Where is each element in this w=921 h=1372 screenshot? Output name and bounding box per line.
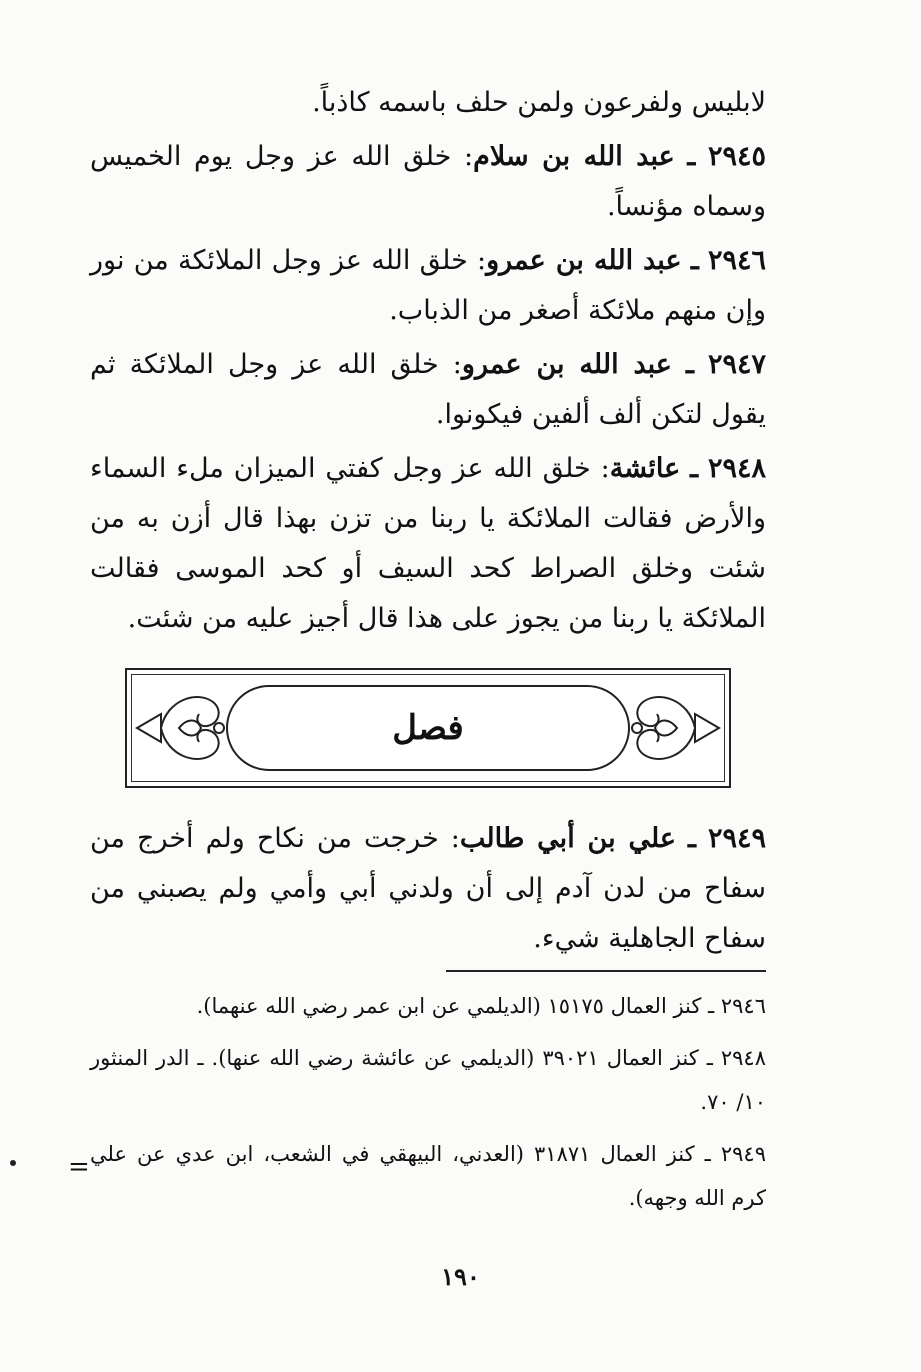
margin-mark: = [68,1152,90,1182]
footnote-2948: ٢٩٤٨ ـ كنز العمال ٣٩٠٢١ (الديلمي عن عائشة رضي الله عنها). ـ الدر المنثور ١٠/ ٧٠. [90,1046,766,1114]
footnote-divider [446,970,766,972]
dash-separator: ـ [686,349,694,380]
paragraph-continuation [90,78,766,128]
section-header-box [125,668,731,788]
section-title: فصل [392,708,464,748]
hadith-number: ٢٩٤٦ [708,245,767,276]
narrator-name: عبد الله بن سلام [473,141,675,172]
footnote-2949: ٢٩٤٩ ـ كنز العمال ٣١٨٧١ (العدني، البيهقي في الشعب، ابن عدي عن علي كرم الله وجهه). [90,1142,766,1210]
margin-dot [10,1160,16,1166]
footnote-2946: ٢٩٤٦ ـ كنز العمال ١٥١٧٥ (الديلمي عن ابن عمر رضي الله عنهما). [196,994,766,1018]
dash-separator: ـ [690,453,699,484]
hadith-number: ٢٩٤٩ [707,823,766,854]
hadith-text: خلق الله عز وجل كفتي الميزان ملء السماء والأرض فقالت الملائكة يا ربنا من تزن بهذا قال أزن به من شئت وخلق الصراط كحد السيف أو كحد الموسى فقالت الملائكة يا ربنا من يجوز على هذا قال أجيز عليه من شئت. [90,453,766,634]
hadith-2949: ٢٩٤٩ ـ علي بن أبي طالب: خرجت من نكاح ولم أخرج من سفاح من لدن آدم إلى أن ولدني أبي وأمي ولم يصبني من سفاح الجاهلية شيء. [90,823,766,954]
narrator-name: عائشة [609,453,681,484]
dash-separator: ـ [687,141,696,172]
hadith-text: خرجت من نكاح ولم أخرج من سفاح من لدن آدم إلى أن ولدني أبي وأمي ولم يصبني من سفاح الجاهلية شيء. [90,823,766,954]
hadith-2946: ٢٩٤٦ ـ عبد الله بن عمرو: خلق الله عز وجل الملائكة من نور وإن منهم ملائكة أصغر من الذباب. [90,245,767,326]
hadith-text: خلق الله عز وجل الملائكة ثم يقول لتكن ألف ألفين فيكونوا. [90,349,766,430]
hadith-number: ٢٩٤٨ [707,453,766,484]
paragraph-text: لابليس ولفرعون ولمن حلف باسمه كاذباً. [312,87,766,118]
page-body [90,78,766,1228]
hadith-2948: ٢٩٤٨ ـ عائشة: خلق الله عز وجل كفتي الميزان ملء السماء والأرض فقالت الملائكة يا ربنا من تزن بهذا قال أزن به من شئت وخلق الصراط كحد السيف أو كحد الموسى فقالت الملائكة يا ربنا من يجوز على هذا قال أجيز عليه من شئت. [90,453,766,634]
dash-separator: ـ [690,245,699,276]
hadith-number: ٢٩٤٧ [708,349,767,380]
hadith-number: ٢٩٤٥ [708,141,767,172]
page-number: ١٩٠ [441,1262,480,1291]
narrator-name: علي بن أبي طالب [459,823,676,854]
dash-separator: ـ [688,823,696,854]
hadith-2947: ٢٩٤٧ ـ عبد الله بن عمرو: خلق الله عز وجل الملائكة ثم يقول لتكن ألف ألفين فيكونوا. [90,349,767,430]
narrator-name: عبد الله بن عمرو [486,245,682,276]
hadith-text: خلق الله عز وجل يوم الخميس وسماه مؤنساً. [90,141,766,222]
narrator-name: عبد الله بن عمرو [461,349,672,380]
hadith-text: خلق الله عز وجل الملائكة من نور وإن منهم ملائكة أصغر من الذباب. [90,245,766,326]
hadith-2945: ٢٩٤٥ ـ عبد الله بن سلام: خلق الله عز وجل يوم الخميس وسماه مؤنساً. [90,141,767,222]
